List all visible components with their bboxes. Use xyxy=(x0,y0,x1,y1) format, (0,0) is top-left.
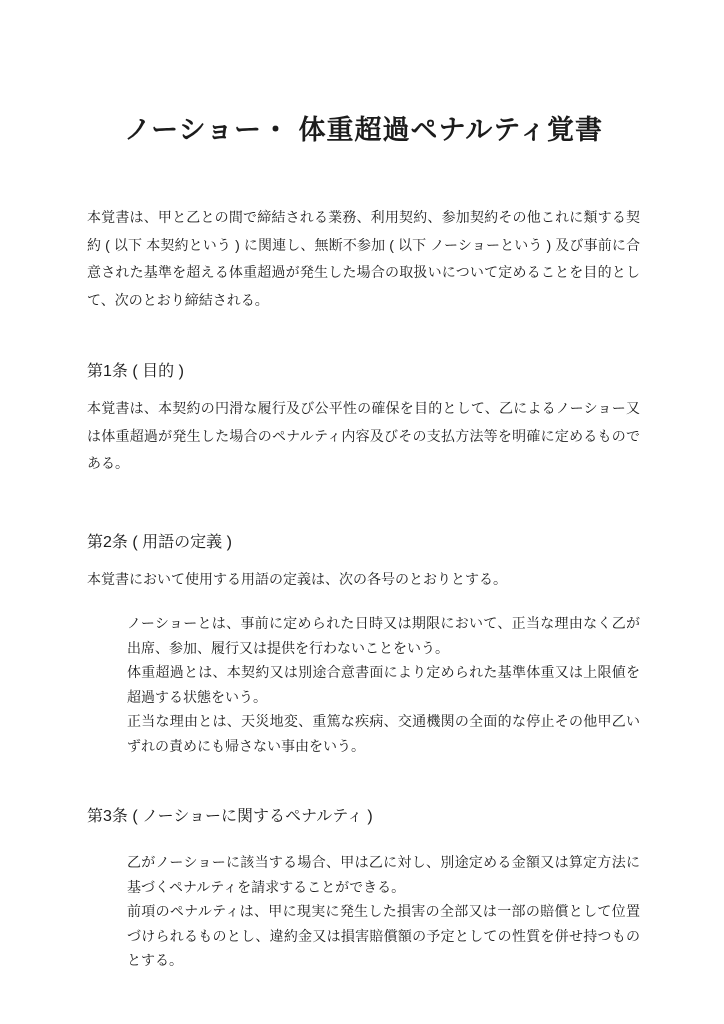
preamble-paragraph: 本覚書は、甲と乙との間で締結される業務、利用契約、参加契約その他これに類する契約 ( 以下 本契約という ) に関連し、無断不参加 ( 以下 ノーショーという ) 及び事前に合意された基準を超える体重超過が発生した場合の取扱いについて定めることを目的として、次のとおり締結される。 xyxy=(87,209,640,308)
definition-item-weight-overage: 体重超過とは、本契約又は別途合意書面により定められた基準体重又は上限値を超過する状態をいう。 xyxy=(127,664,640,705)
article-3 xyxy=(87,805,640,973)
article-3-heading: 第3条 ( ノーショーに関するペナルティ ) xyxy=(87,808,373,825)
definition-item-no-show: ノーショーとは、事前に定められた日時又は期限において、正当な理由なく乙が出席、参加、履行又は提供を行わないことをいう。 xyxy=(127,615,640,656)
clause-item-penalty-nature: 前項のペナルティは、甲に現実に発生した損害の全部又は一部の賠償として位置づけられるものとし、違約金又は損害賠償額の予定としての性質を併せ持つものとする。 xyxy=(127,903,640,968)
article-2-heading: 第2条 ( 用語の定義 ) xyxy=(87,533,232,551)
article-1 xyxy=(87,360,640,478)
definition-item-justifiable-reason: 正当な理由とは、天災地変、重篤な疾病、交通機関の全面的な停止その他甲乙いずれの責めにも帰さない事由をいう。 xyxy=(127,713,640,754)
clause-item-penalty-claim: 乙がノーショーに該当する場合、甲は乙に対し、別途定める金額又は算定方法に基づくペナルティを請求することができる。 xyxy=(127,854,640,895)
article-2-body: 本覚書において使用する用語の定義は、次の各号のとおりとする。 xyxy=(87,570,507,587)
document-title: ノーショー・ 体重超過ペナルティ覚書 xyxy=(123,115,604,145)
article-1-body: 本覚書は、本契約の円滑な履行及び公平性の確保を目的として、乙によるノーショー又は体重超過が発生した場合のペナルティ内容及びその支払方法等を明確に定めるものである。 xyxy=(87,400,640,471)
article-3-clauses-list xyxy=(127,850,640,973)
article-2-definitions-list xyxy=(127,611,640,758)
article-1-heading: 第1条 ( 目的 ) xyxy=(87,363,184,380)
article-2 xyxy=(87,531,640,759)
